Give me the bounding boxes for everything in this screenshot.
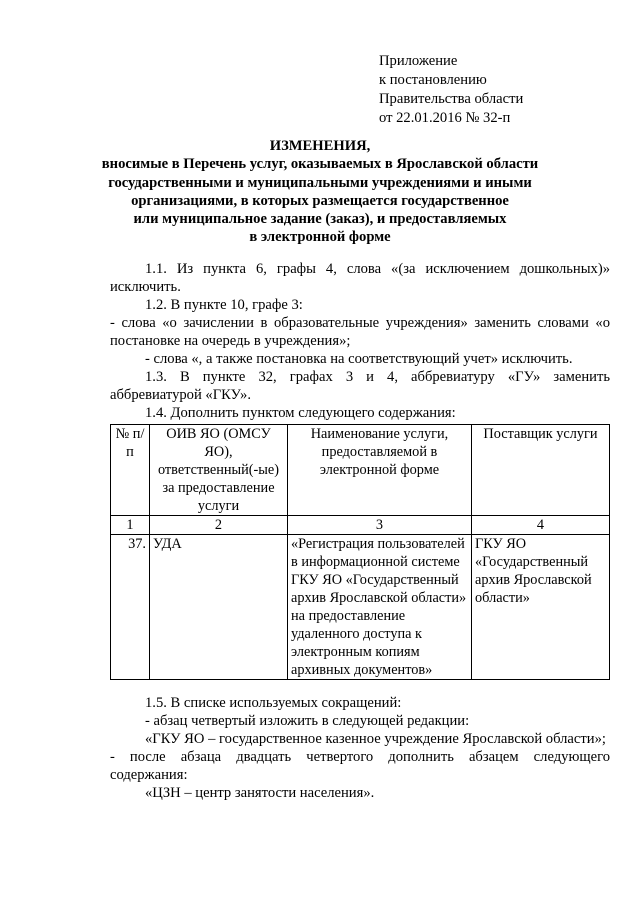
paragraph-1-2: 1.2. В пункте 10, графе 3: bbox=[145, 297, 303, 313]
table-row bbox=[111, 535, 610, 680]
paragraph-dash: - после абзаца двадцать четвертого дополнить абзацем следующего содержания: bbox=[110, 749, 610, 783]
services-table bbox=[110, 424, 610, 680]
row-oiv: УДА bbox=[150, 535, 288, 680]
appendix-line: Правительства области bbox=[379, 91, 524, 107]
paragraph-1-5: 1.5. В списке используемых сокращений: bbox=[145, 695, 402, 711]
row-service: «Регистрация пользователей в информационной системе ГКУ ЯО «Государственный архив Ярославской области» на предоставление удаленного доступа к электронным копиям архивных документов» bbox=[288, 535, 472, 680]
paragraph-dash: - абзац четвертый изложить в следующей редакции: bbox=[145, 713, 470, 729]
paragraph-dash: - слова «о зачислении в образовательные учреждения» заменить словами «о постановке на очередь в учреждения»; bbox=[110, 315, 610, 349]
header-oiv: ОИВ ЯО (ОМСУ ЯО), ответственный(-ые) за предоставление услуги bbox=[150, 425, 288, 516]
paragraph-quote: «ЦЗН – центр занятости населения». bbox=[145, 785, 375, 801]
title-line: в электронной форме bbox=[249, 229, 391, 246]
header-service: Наименование услуги, предоставляемой в электронной форме bbox=[288, 425, 472, 516]
header-provider: Поставщик услуги bbox=[472, 425, 610, 516]
appendix-block bbox=[379, 52, 523, 128]
title-line: или муниципальное задание (заказ), и предоставляемых bbox=[133, 211, 507, 228]
paragraph-1-1: 1.1. Из пункта 6, графы 4, слова «(за исключением дошкольных)» исключить. bbox=[110, 261, 610, 295]
title-line: организациями, в которых размещается государственное bbox=[131, 192, 509, 209]
paragraph-quote: «ГКУ ЯО – государственное казенное учреждение Ярославской области»; bbox=[145, 731, 606, 747]
title-line: вносимые в Перечень услуг, оказываемых в Ярославской области bbox=[101, 156, 539, 173]
paragraph-dash: - слова «, а также постановка на соответствующий учет» исключить. bbox=[145, 351, 573, 367]
paragraph-1-3: 1.3. В пункте 32, графах 3 и 4, аббревиатуру «ГУ» заменить аббревиатурой «ГКУ». bbox=[110, 369, 610, 403]
row-number: 37. bbox=[111, 535, 150, 680]
column-number: 2 bbox=[150, 516, 288, 535]
column-number: 4 bbox=[472, 516, 610, 535]
table-numbers-row bbox=[111, 516, 610, 535]
document-title bbox=[0, 137, 640, 247]
column-number: 3 bbox=[288, 516, 472, 535]
title-line: государственными и муниципальными учреждениями и иными bbox=[108, 174, 532, 191]
appendix-date: от 22.01.2016 № 32-п bbox=[379, 110, 511, 126]
paragraph-1-4: 1.4. Дополнить пунктом следующего содержания: bbox=[145, 405, 456, 421]
title-heading: ИЗМЕНЕНИЯ, bbox=[269, 138, 371, 154]
column-number: 1 bbox=[111, 516, 150, 535]
appendix-line: Приложение bbox=[379, 53, 458, 69]
header-num: № п/п bbox=[111, 425, 150, 516]
section-1-5 bbox=[110, 694, 610, 802]
document-body bbox=[110, 260, 610, 802]
table-header-row bbox=[111, 425, 610, 516]
row-provider: ГКУ ЯО «Государственный архив Ярославской области» bbox=[472, 535, 610, 680]
appendix-line: к постановлению bbox=[379, 72, 487, 88]
